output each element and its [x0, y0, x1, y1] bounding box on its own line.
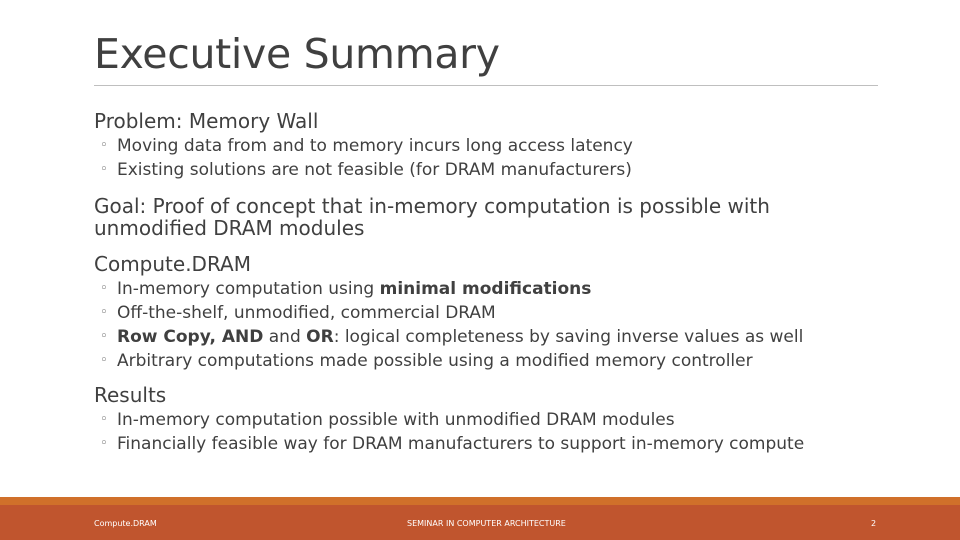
bullet-text: In-memory computation possible with unmodified DRAM modules: [117, 410, 675, 430]
section-heading: Goal: Proof of concept that in-memory computation is possible with unmodified DRAM modules: [94, 194, 770, 240]
bullet-list: [94, 408, 884, 456]
bullet-circle-icon: ◦: [100, 329, 108, 344]
footer-center-label: SEMINAR IN COMPUTER ARCHITECTURE: [407, 519, 566, 528]
bullet-text: Arbitrary computations made possible using a modified memory controller: [117, 351, 753, 371]
section-compute-dram: [94, 253, 884, 373]
bullet-text: Financially feasible way for DRAM manufacturers to support in-memory compute: [117, 434, 805, 454]
footer-accent-bar: [0, 497, 960, 505]
section-goal: [94, 195, 884, 239]
section-heading: Results: [94, 383, 167, 407]
bullet-item: [94, 349, 884, 373]
bullet-text: Existing solutions are not feasible (for DRAM manufacturers): [117, 160, 632, 180]
section-results: [94, 384, 884, 456]
bullet-circle-icon: ◦: [100, 162, 108, 177]
bullet-text: In-memory computation using: [117, 279, 380, 299]
bullet-item: [94, 325, 884, 349]
bold-text: OR: [306, 327, 334, 347]
bullet-circle-icon: ◦: [100, 138, 108, 153]
bullet-list: [94, 277, 884, 373]
section-problem: [94, 110, 884, 182]
bullet-item: [94, 301, 884, 325]
bullet-circle-icon: ◦: [100, 412, 108, 427]
bullet-item: [94, 277, 884, 301]
bullet-list: [94, 134, 884, 182]
page-number: 2: [871, 519, 877, 528]
bullet-item: [94, 158, 884, 182]
bullet-text: and: [263, 327, 307, 347]
section-heading: Problem: Memory Wall: [94, 109, 319, 133]
bold-text: minimal modifications: [379, 279, 592, 299]
section-heading: Compute.DRAM: [94, 252, 251, 276]
footer-left-label: Compute.DRAM: [94, 519, 157, 528]
bullet-text: Moving data from and to memory incurs long access latency: [117, 136, 633, 156]
title-divider: [94, 85, 878, 86]
slide-title: Executive Summary: [94, 30, 500, 78]
bullet-text: Off-the-shelf, unmodified, commercial DRAM: [117, 303, 496, 323]
bullet-circle-icon: ◦: [100, 436, 108, 451]
bullet-text: : logical completeness by saving inverse values as well: [333, 327, 804, 347]
bold-text: Row Copy, AND: [117, 327, 264, 347]
bullet-item: [94, 408, 884, 432]
bullet-item: [94, 432, 884, 456]
bullet-circle-icon: ◦: [100, 305, 108, 320]
bullet-circle-icon: ◦: [100, 281, 108, 296]
footer-bar: [0, 505, 960, 540]
bullet-circle-icon: ◦: [100, 353, 108, 368]
bullet-item: [94, 134, 884, 158]
